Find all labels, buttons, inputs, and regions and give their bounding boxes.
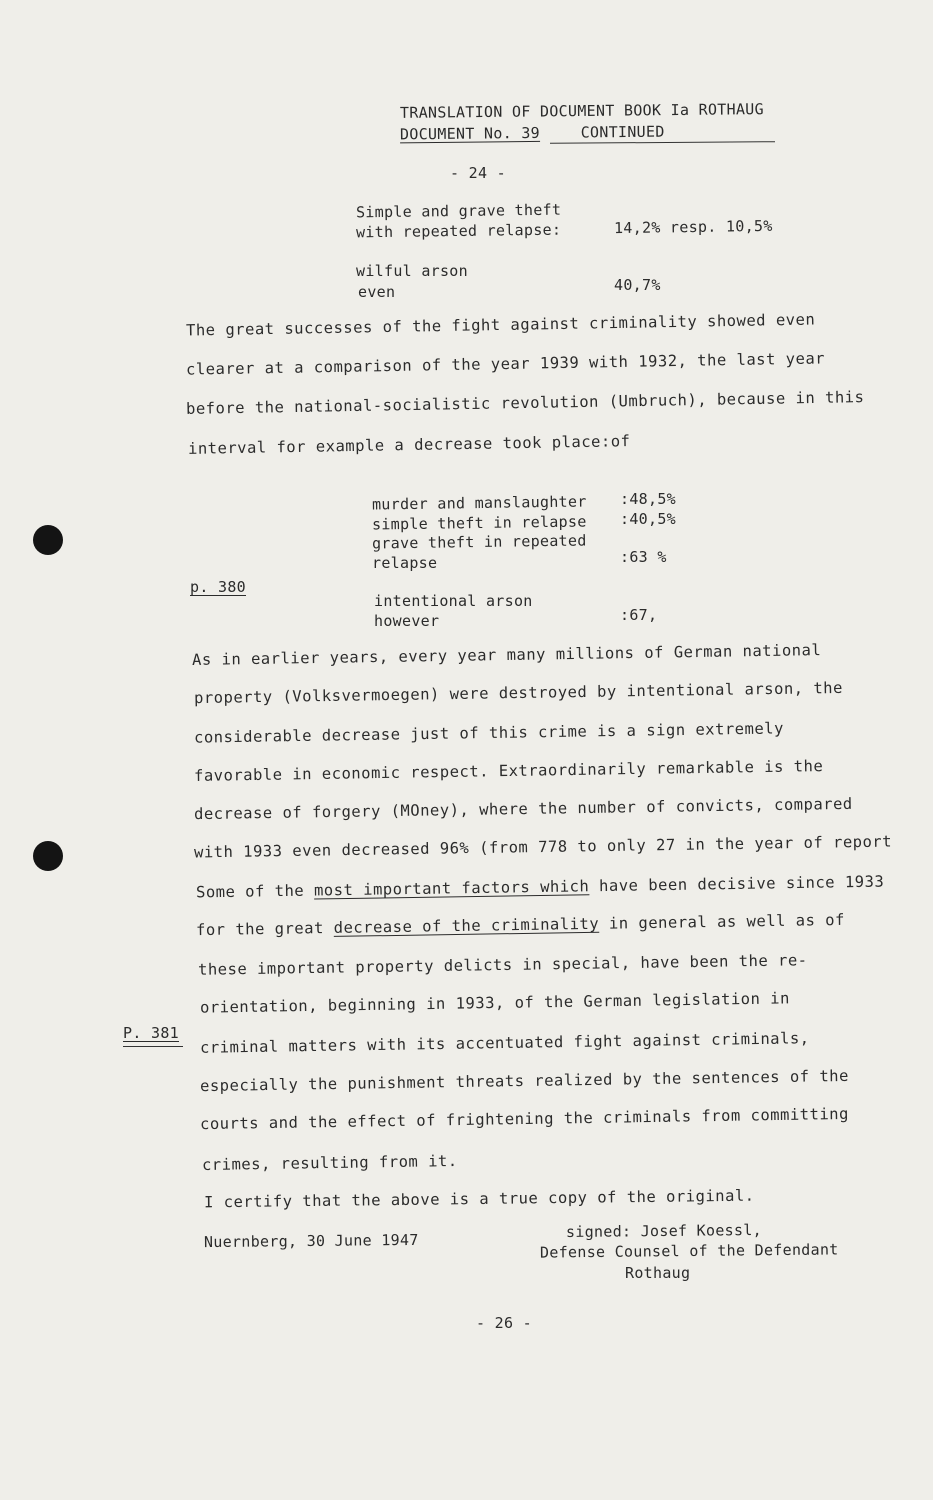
stat-value: :48,5% (620, 490, 676, 508)
paragraph-line: these important property delicts in special, have been the re- (197, 951, 808, 979)
paragraph-line: decrease of forgery (MOney), where the number of convicts, compared (193, 794, 853, 824)
text-run: Some of the (195, 881, 315, 902)
stat-label: with repeated relapse: (355, 220, 562, 242)
paragraph-line: property (Volksvermoegen) were destroyed by intentional arson, the (193, 678, 844, 708)
stat-label: wilful arson (356, 262, 468, 280)
stat-label: however (374, 612, 440, 630)
paragraph-line: interval for example a decrease took place:of (187, 432, 631, 458)
page-number-bottom: - 26 - (476, 1314, 532, 1332)
stat-value: :63 % (620, 548, 667, 566)
margin-rule (123, 1046, 183, 1047)
stat-value: :40,5% (620, 510, 676, 528)
margin-note-p381: P. 381 (123, 1024, 179, 1042)
paragraph-line: considerable decrease just of this crime is a sign extremely (193, 719, 785, 747)
paragraph-line (196, 911, 845, 939)
stat-value: 40,7% (614, 276, 661, 294)
document-number: DOCUMENT No. 39 (399, 123, 541, 144)
punch-hole-1 (33, 525, 63, 555)
paragraph-line: orientation, beginning in 1933, of the German legislation in (199, 989, 791, 1017)
stat-label: murder and manslaughter (371, 492, 587, 514)
stat-value: 14,2% resp. 10,5% (613, 216, 773, 238)
paragraph-line (196, 873, 884, 902)
paragraph-line: with 1933 even decreased 96% (from 778 to only 27 in the year of report (193, 832, 893, 862)
continued-label: CONTINUED (580, 122, 665, 142)
paragraph-line: before the national-socialistic revolution (Umbruch), because in this (185, 388, 865, 418)
header-rule (550, 141, 775, 144)
certification-text: I certify that the above is a true copy of the original. (203, 1186, 755, 1212)
paragraph-line: criminal matters with its accentuated fight against criminals, (199, 1029, 810, 1057)
stat-label: even (358, 283, 396, 301)
page-number-top: - 24 - (450, 164, 506, 182)
stat-value: :67, (620, 606, 658, 624)
margin-note-p380: p. 380 (190, 578, 246, 596)
stat-label: simple theft in relapse (371, 512, 587, 534)
stat-label: relapse (372, 554, 438, 572)
underlined-text: decrease of the criminality (333, 914, 600, 937)
signature-line-3: Rothaug (625, 1264, 691, 1282)
paragraph-line: As in earlier years, every year many millions of German national (191, 641, 822, 669)
signature-line-2: Defense Counsel of the Defendant (539, 1240, 839, 1262)
stat-label: grave theft in repeated (371, 531, 587, 553)
text-run: in general as well as of (598, 910, 846, 933)
paragraph-line: especially the punishment threats realized by the sentences of the (199, 1066, 850, 1096)
paragraph-line: favorable in economic respect. Extraordinarily remarkable is the (193, 757, 824, 785)
underlined-text: most important factors which (313, 877, 590, 900)
stat-label: Simple and grave theft (355, 200, 562, 222)
paragraph-line: crimes, resulting from it. (201, 1151, 458, 1175)
paragraph-line: The great successes of the fight against criminality showed even (185, 310, 816, 340)
header-title: TRANSLATION OF DOCUMENT BOOK Ia ROTHAUG (399, 100, 764, 122)
signature-line-1: signed: Josef Koessl, (565, 1220, 763, 1242)
place-date: Nuernberg, 30 June 1947 (203, 1230, 419, 1252)
paragraph-line: courts and the effect of frightening the criminals from committing (199, 1104, 850, 1134)
stat-label: intentional arson (374, 592, 533, 610)
paragraph-line: clearer at a comparison of the year 1939 with 1932, the last year (185, 349, 826, 379)
punch-hole-2 (33, 841, 63, 871)
text-run: have been decisive since 1933 (589, 872, 885, 896)
text-run: for the great (195, 918, 334, 940)
header-document-number (400, 123, 665, 144)
